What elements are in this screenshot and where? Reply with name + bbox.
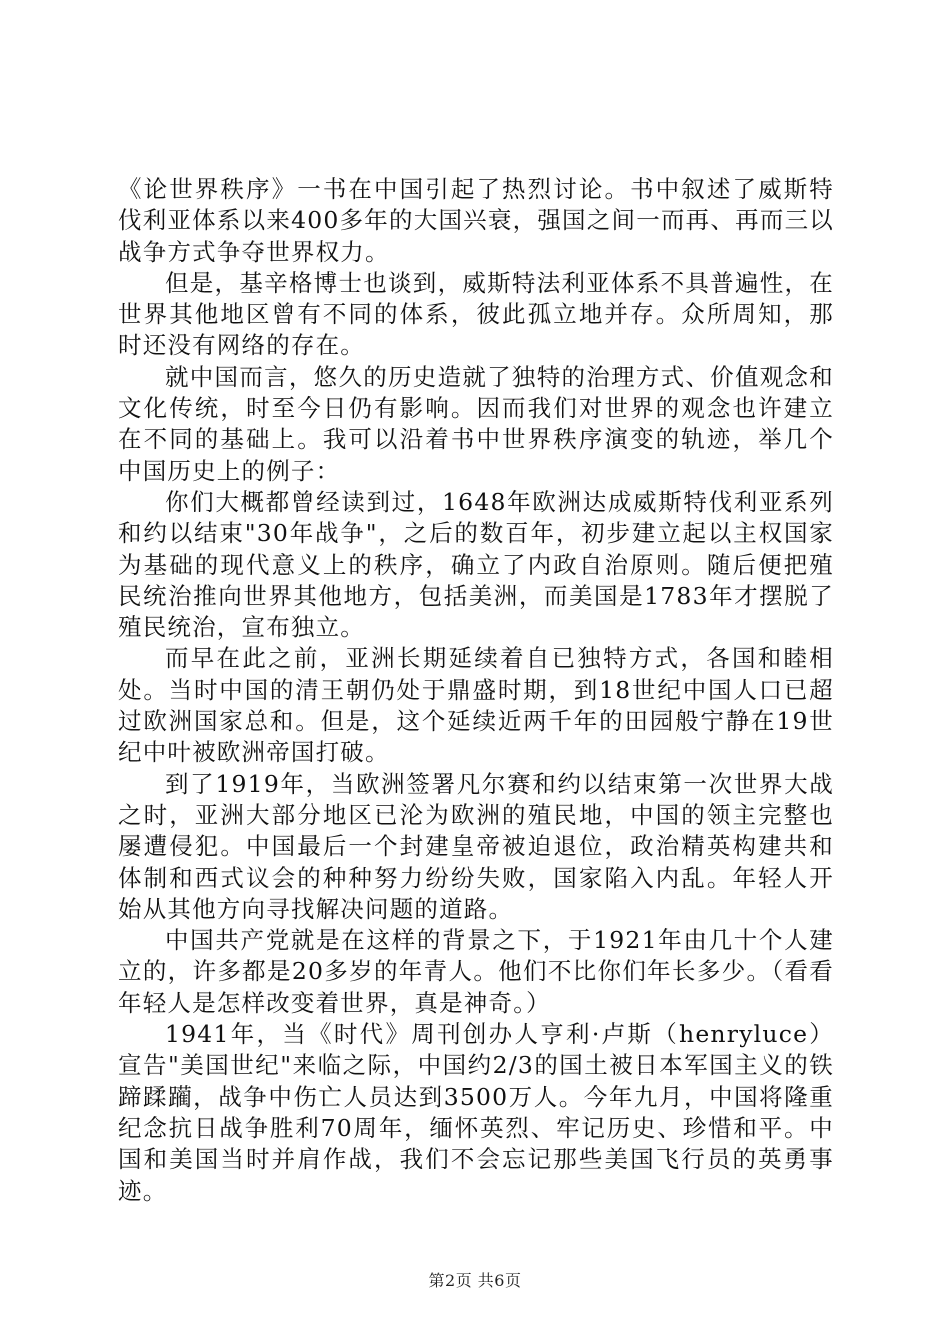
paragraph-3: 就中国而言，悠久的历史造就了独特的治理方式、价值观念和文化传统，时至今日仍有影响。因而我们对世界的观念也许建立在不同的基础上。我可以沿着书中世界秩序演变的轨迹，举几个中国历史上的例子： <box>118 362 834 485</box>
paragraph-4: 你们大概都曾经读到过，1648年欧洲达成威斯特伐利亚系列和约以结束"30年战争"，之后的数百年，初步建立起以主权国家为基础的现代意义上的秩序，确立了内政自治原则。随后便把殖民统治推向世界其他地方，包括美洲，而美国是1783年才摆脱了殖民统治，宣布独立。 <box>118 487 834 642</box>
paragraph-6: 到了1919年，当欧洲签署凡尔赛和约以结束第一次世界大战之时，亚洲大部分地区已沦为欧洲的殖民地，中国的领主完整也屡遭侵犯。中国最后一个封建皇帝被迫退位，政治精英构建共和体制和西式议会的种种努力纷纷失败，国家陷入内乱。年轻人开始从其他方向寻找解决问题的道路。 <box>118 769 834 923</box>
paragraph-8: 1941年，当《时代》周刊创办人亨利·卢斯（henryluce）宣告"美国世纪"来临之际，中国约2/3的国土被日本军国主义的铁蹄蹂躏，战争中伤亡人员达到3500万人。今年九月，中国将隆重纪念抗日战争胜利70周年，缅怀英烈、牢记历史、珍惜和平。中国和美国当时并肩作战，我们不会忘记那些美国飞行员的英勇事迹。 <box>118 1020 834 1205</box>
page-footer: 第2页 共6页 <box>428 1271 522 1290</box>
paragraph-7: 中国共产党就是在这样的背景之下，于1921年由几十个人建立的，许多都是20多岁的年青人。他们不比你们年长多少。（看看年轻人是怎样改变着世界，真是神奇。） <box>118 926 834 1017</box>
paragraph-2: 但是，基辛格博士也谈到，威斯特法利亚体系不具普遍性，在世界其他地区曾有不同的体系，彼此孤立地并存。众所周知，那时还没有网络的存在。 <box>118 268 834 360</box>
document-body <box>118 174 834 1207</box>
paragraph-1: 《论世界秩序》一书在中国引起了热烈讨论。书中叙述了威斯特伐利亚体系以来400多年的大国兴衰，强国之间一而再、再而三以战争方式争夺世界权力。 <box>118 175 834 266</box>
paragraph-5: 而早在此之前，亚洲长期延续着自已独特方式，各国和睦相处。当时中国的清王朝仍处于鼎盛时期，到18世纪中国人口已超过欧洲国家总和。但是，这个延续近两千年的田园般宁静在19世纪中叶被欧洲帝国打破。 <box>118 644 834 767</box>
